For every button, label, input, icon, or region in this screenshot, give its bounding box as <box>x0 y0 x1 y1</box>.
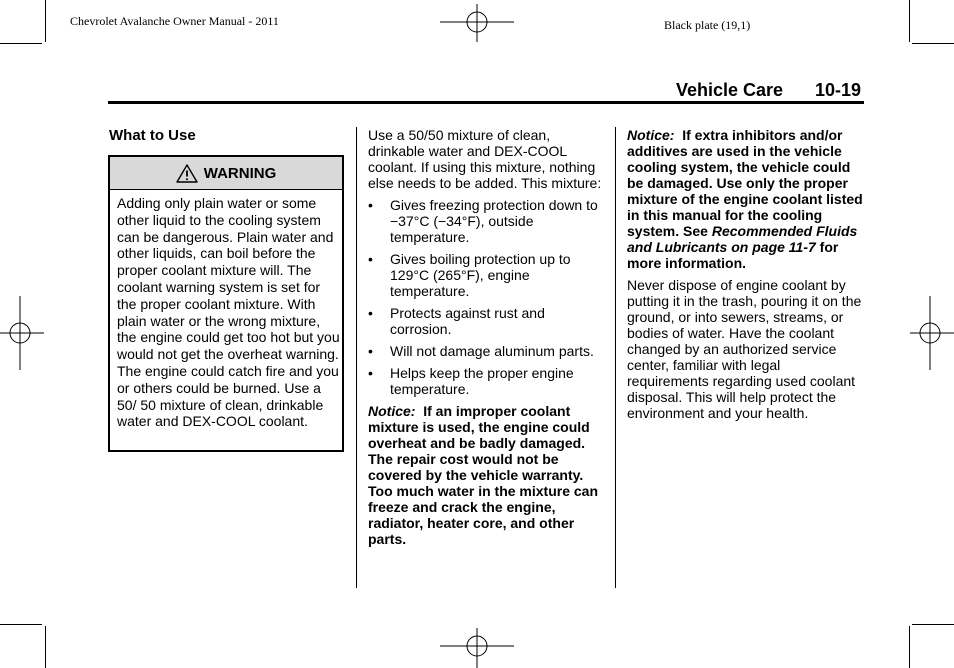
registration-mark-icon <box>440 628 514 668</box>
column-3 <box>627 127 865 421</box>
intro-paragraph: Use a 50/50 mixture of clean, drinkable water and DEX-COOL coolant. If using this mixture, nothing else needs to be added. This mixture: <box>368 127 602 191</box>
page-number: 10-19 <box>815 80 862 100</box>
bullet-icon: • <box>368 305 373 321</box>
column-divider <box>615 127 616 588</box>
crop-mark <box>45 0 46 42</box>
crop-mark <box>912 43 954 44</box>
warning-label: WARNING <box>203 164 277 182</box>
section-heading: What to Use <box>109 127 196 144</box>
registration-mark-icon <box>0 296 44 370</box>
notice-label: Notice: <box>627 127 675 143</box>
section-title: Vehicle Care <box>676 80 784 100</box>
registration-mark-icon <box>440 4 514 44</box>
list-item: • Gives freezing protection down to −37°C (−34°F), outside temperature. <box>368 197 598 245</box>
header-rule <box>108 101 864 104</box>
notice-paragraph: Notice: If an improper coolant mixture is used, the engine could overheat and be badly damaged. The repair cost would not be covered by the vehicle warranty. Too much water in the mixture can freeze and crack the engine, radiator, heater core, and other parts. <box>368 403 599 547</box>
cross-reference-link[interactable]: Recommended Fluids and Lubricants on page 11-7 <box>627 223 858 255</box>
bullet-icon: • <box>368 251 373 267</box>
registration-mark-icon <box>910 296 954 370</box>
bullet-icon: • <box>368 343 373 359</box>
bullet-icon: • <box>368 365 373 381</box>
warning-triangle-icon <box>176 164 198 183</box>
crop-mark <box>0 43 42 44</box>
crop-mark <box>0 624 42 625</box>
warning-box <box>108 155 344 452</box>
crop-mark <box>45 626 46 668</box>
list-item: • Protects against rust and corrosion. <box>368 305 545 337</box>
warning-text: Adding only plain water or some other liquid to the cooling system can be dangerous. Plain water and other liquids, can boil before the proper coolant mixture will. The coolant warning system is set for the proper coolant mixture. With plain water or the wrong mixture, the engine could get too hot but you would not get the overheat warning. The engine could catch fire and you or others could be burned. Use a 50/ 50 mixture of clean, drinkable water and DEX-COOL coolant. <box>117 195 340 430</box>
disposal-paragraph: Never dispose of engine coolant by putting it in the trash, pouring it on the ground, or into sewers, streams, or bodies of water. Have the coolant changed by an authorized service center, familiar with legal requirements regarding used coolant disposal. This will help protect the environment and your health. <box>627 277 862 421</box>
bullet-list <box>368 197 608 397</box>
column-divider <box>356 127 357 588</box>
manual-title: Chevrolet Avalanche Owner Manual - 2011 <box>70 14 279 28</box>
notice-paragraph: Notice: If extra inhibitors and/or additives are used in the vehicle cooling system, the vehicle could be damaged. Use only the proper mixture of the engine coolant listed in this manual for the cooling system. See Recommended Fluids and Lubricants on page 11-7 for more information. <box>627 127 863 271</box>
crop-mark <box>912 624 954 625</box>
bullet-icon: • <box>368 197 373 213</box>
crop-mark <box>909 626 910 668</box>
plate-label: Black plate (19,1) <box>664 18 751 32</box>
notice-label: Notice: <box>368 403 416 419</box>
column-2 <box>368 127 608 547</box>
warning-header <box>110 157 342 190</box>
crop-mark <box>909 0 910 42</box>
list-item: • Gives boiling protection up to 129°C (265°F), engine temperature. <box>368 251 571 299</box>
list-item: • Helps keep the proper engine temperature. <box>368 365 574 397</box>
list-item: • Will not damage aluminum parts. <box>368 343 594 359</box>
